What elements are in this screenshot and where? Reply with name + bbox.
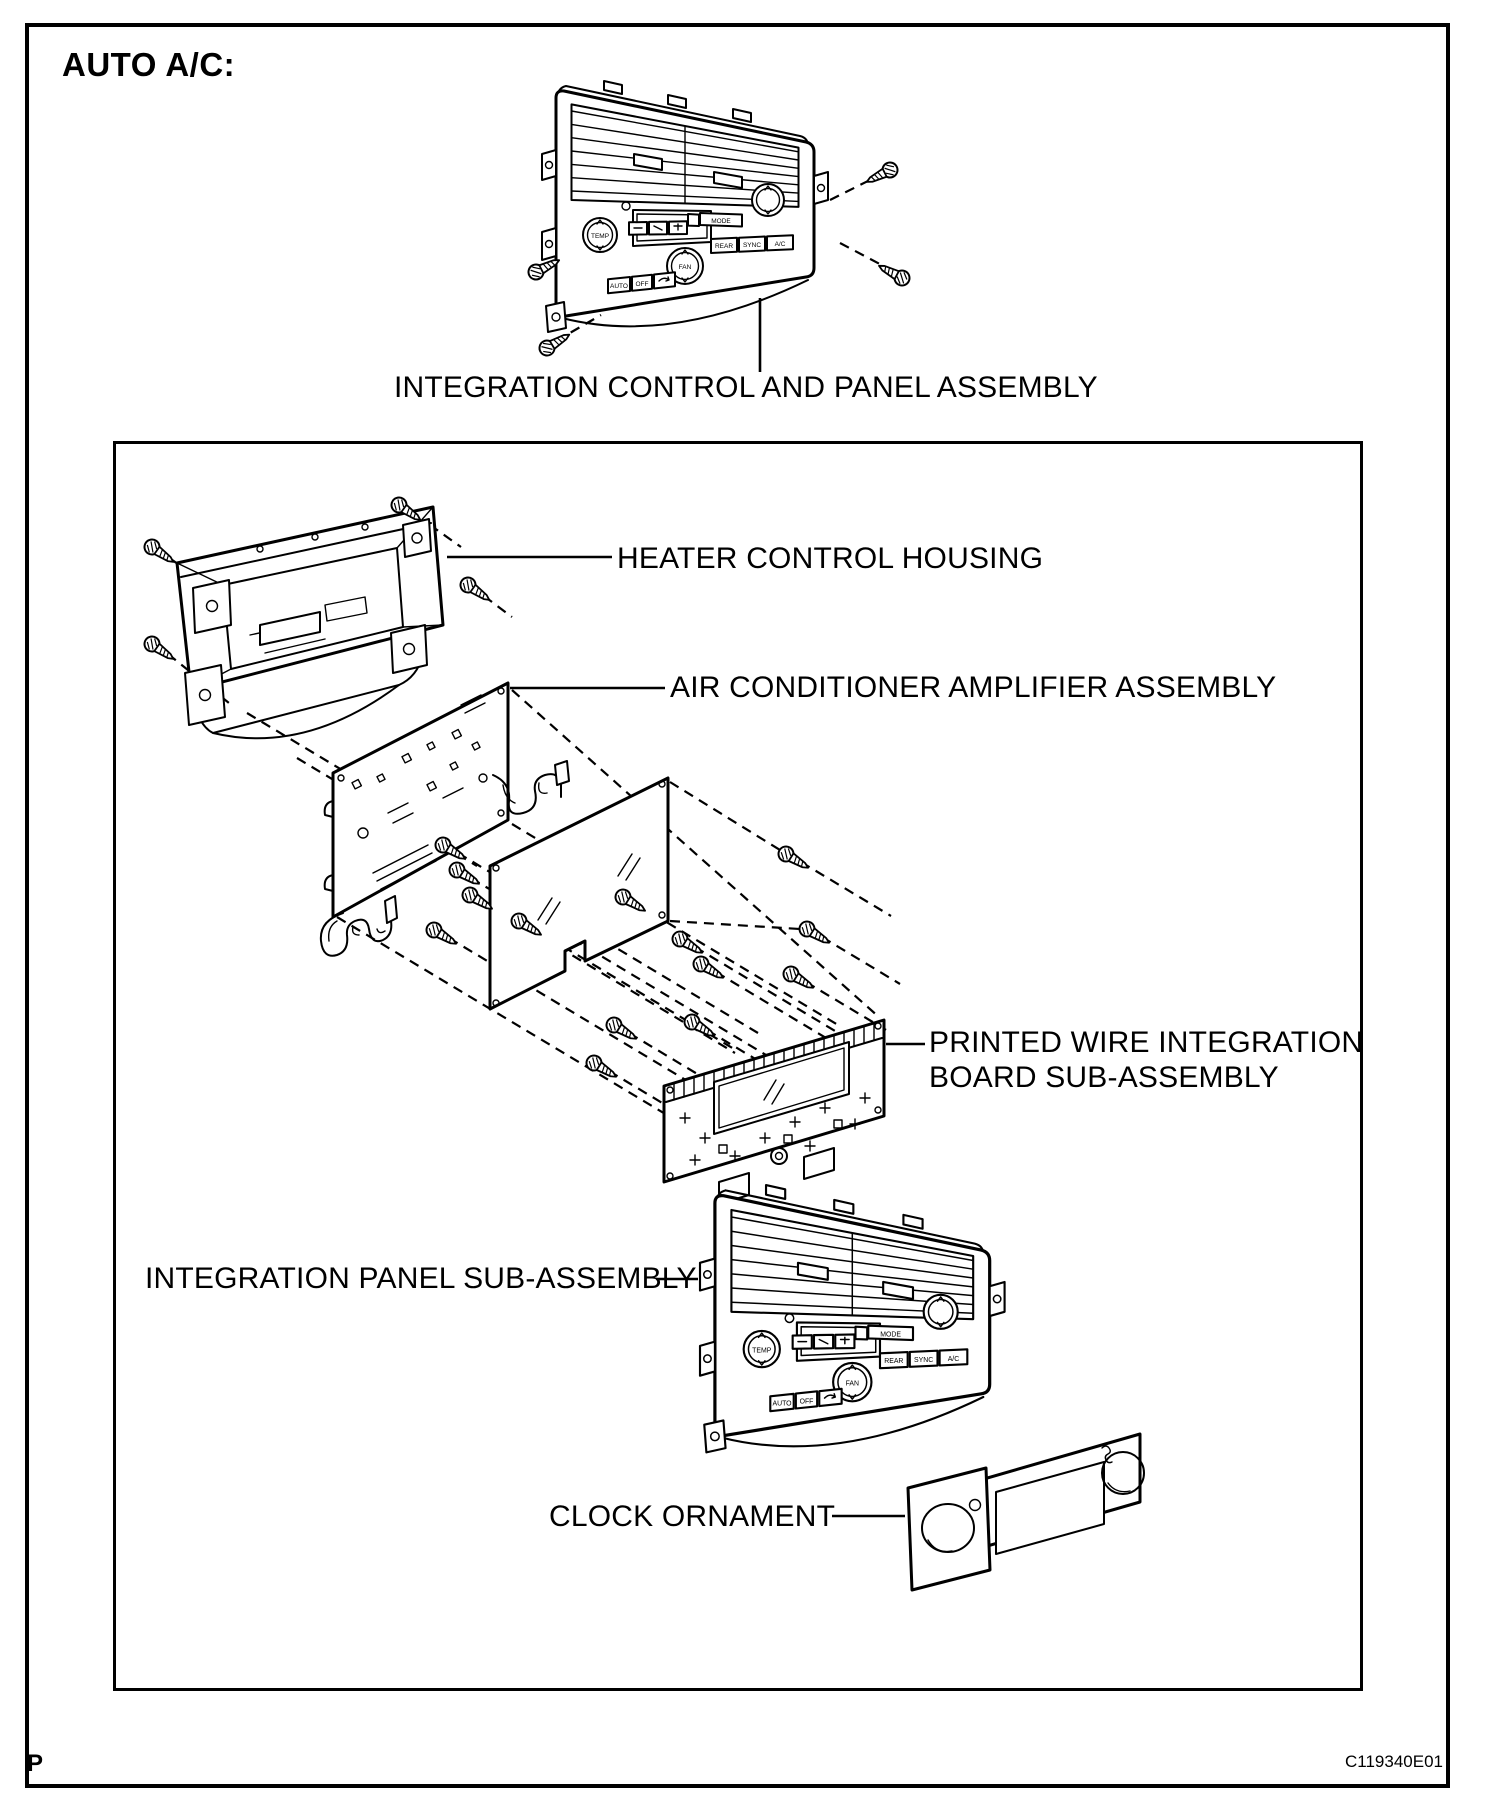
label-clock-ornament: CLOCK ORNAMENT (549, 1500, 836, 1533)
exploded-view-diagram: TEMP FAN MODE REAR SYNC A/C AUTO OFF (0, 0, 1504, 1814)
section-title: AUTO A/C: (62, 46, 236, 83)
label-heater-control-housing: HEATER CONTROL HOUSING (617, 542, 1044, 575)
label-printed-wire-board-line2: BOARD SUB-ASSEMBLY (929, 1061, 1279, 1094)
integration-control-unit-drawing (542, 81, 828, 332)
label-integration-control-assembly: INTEGRATION CONTROL AND PANEL ASSEMBLY (394, 371, 1098, 404)
integration-panel-drawing (700, 1185, 1005, 1452)
heater-housing-drawing (177, 507, 443, 738)
label-printed-wire-board-line1: PRINTED WIRE INTEGRATION (929, 1026, 1364, 1059)
pwb-drawing (664, 1020, 884, 1204)
clock-ornament-drawing (908, 1434, 1144, 1590)
figure-code: C119340E01 (1345, 1752, 1443, 1771)
label-ac-amplifier-assembly: AIR CONDITIONER AMPLIFIER ASSEMBLY (670, 671, 1277, 704)
insulator-sheet-drawing (490, 778, 668, 1009)
label-integration-panel-subassembly: INTEGRATION PANEL SUB-ASSEMBLY (145, 1262, 697, 1295)
page-letter: P (27, 1750, 44, 1777)
